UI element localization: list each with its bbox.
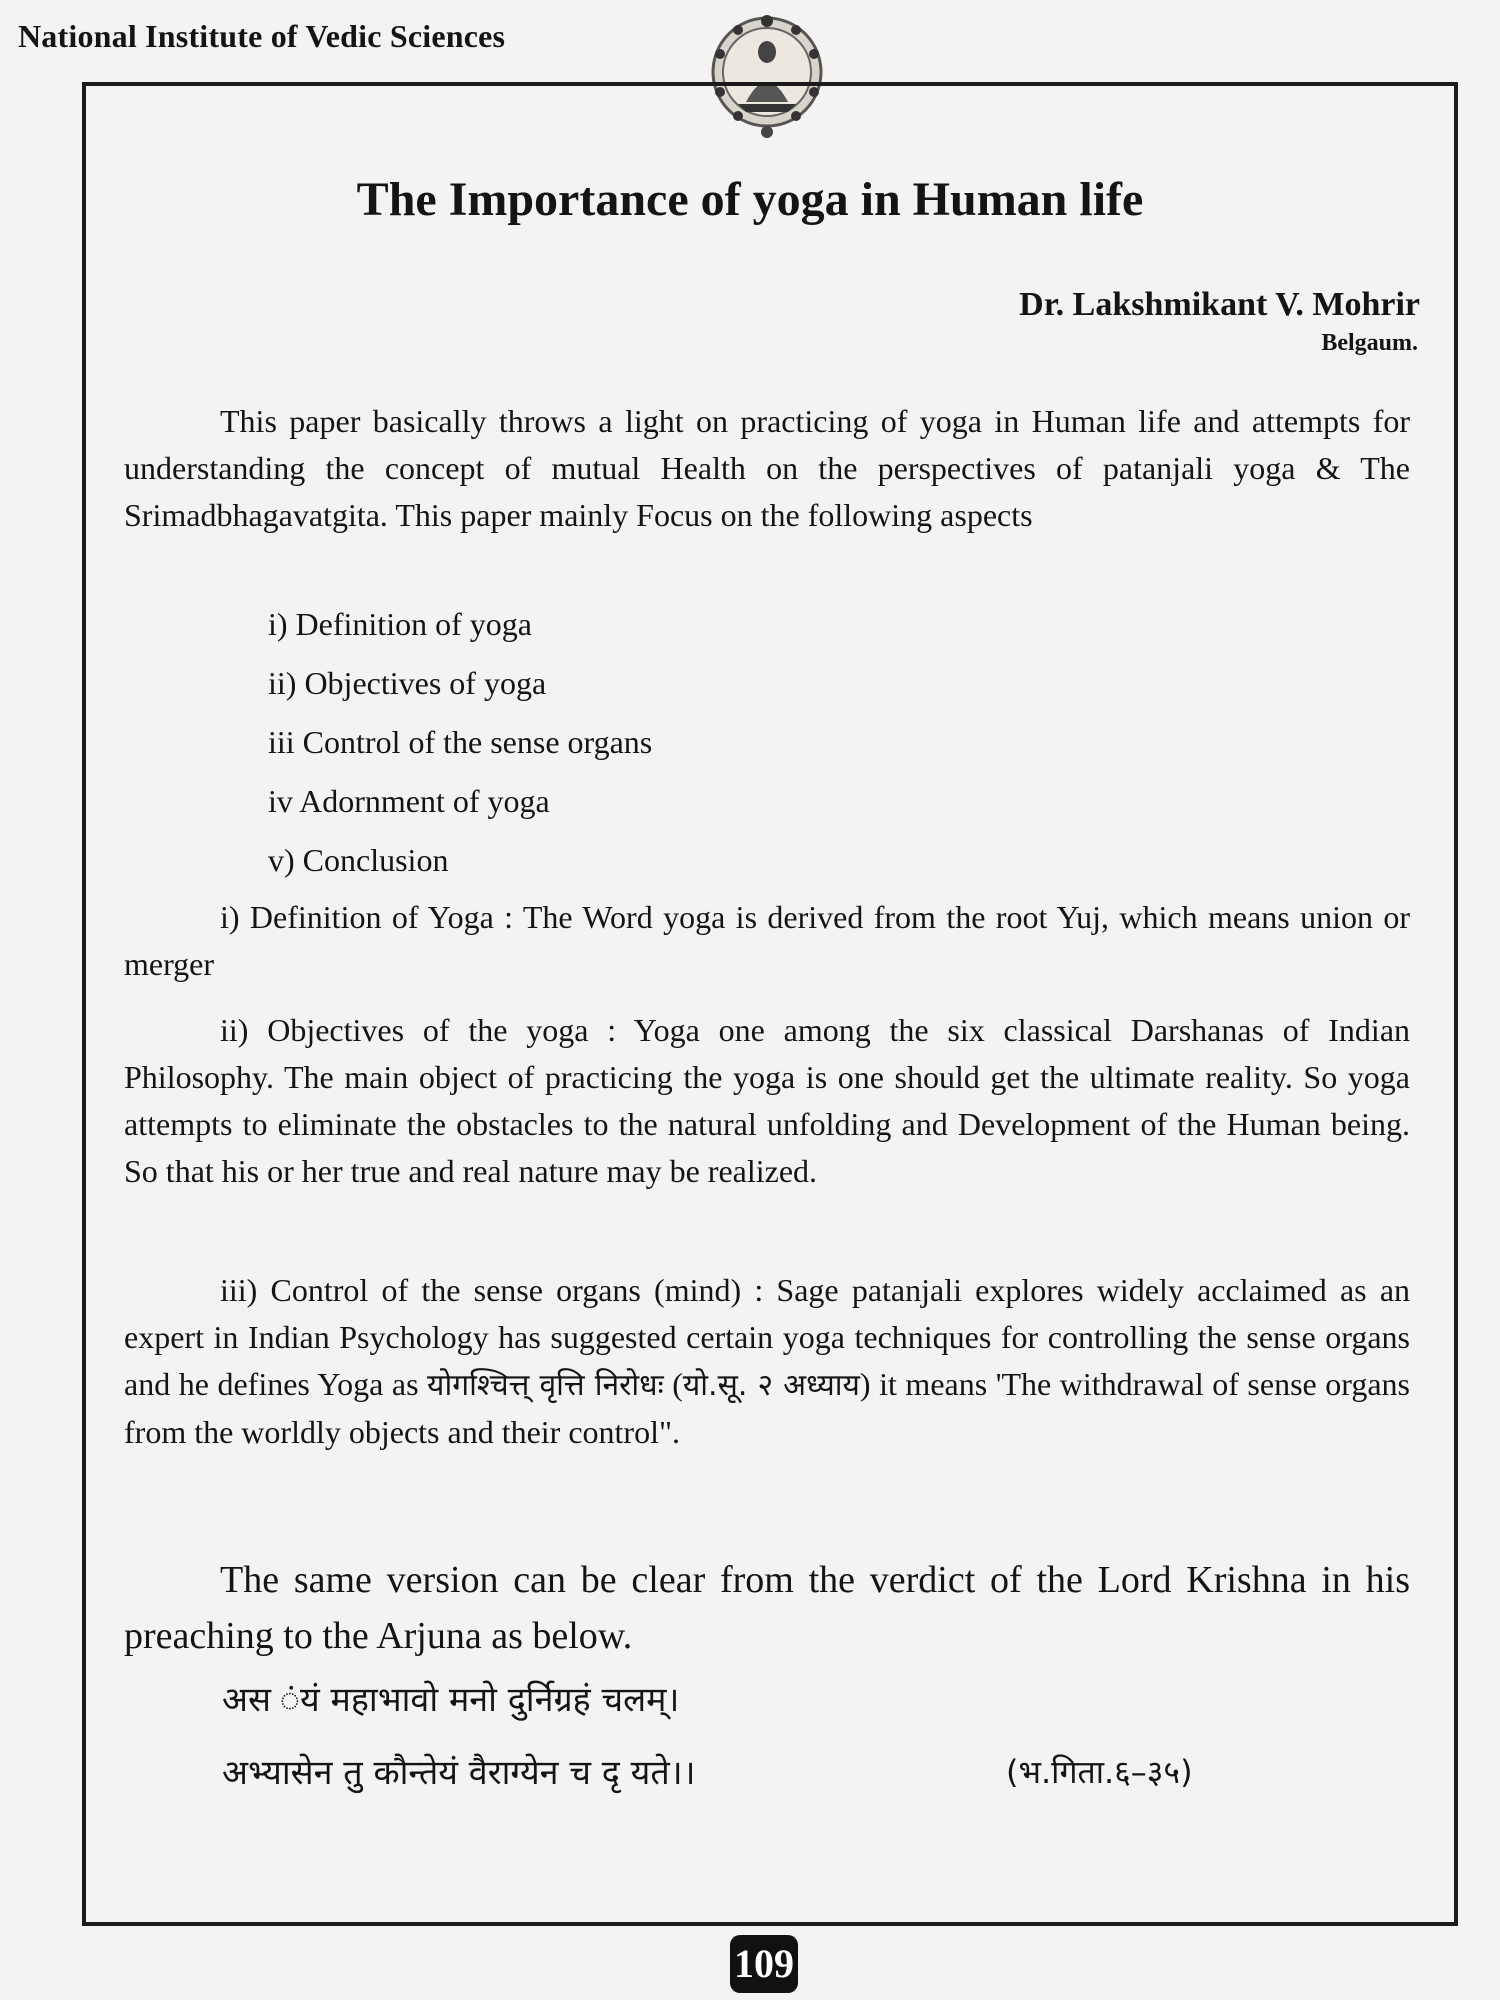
intro-lead: This paper basically throws a light on practicing of yoga in Human life and	[220, 403, 1240, 439]
aspect-list-item: iii Control of the sense organs	[268, 724, 653, 760]
objectives-paragraph	[124, 1007, 1410, 1195]
aspect-list-item: v) Conclusion	[268, 842, 449, 878]
krishna-paragraph	[124, 1552, 1410, 1664]
verse-line: अभ्यासेन तु कौन्तेयं वैराग्येन च दृ यते।।	[222, 1753, 696, 1793]
article-title: The Importance of yoga in Human life	[356, 173, 1144, 226]
aspect-list-item: ii) Objectives of yoga	[268, 665, 547, 701]
intro-rest: attempts for understanding the concept of mutual Health on the perspectives of patanjali yoga & The Srimadbhagavatgita. This paper mainly Focus on the following aspects	[124, 403, 1410, 533]
control-paragraph	[124, 1267, 1410, 1456]
sanskrit-definition: योगश्चित्त् वृत्ति निरोधः	[427, 1368, 664, 1403]
aspect-list-item: i) Definition of yoga	[268, 606, 532, 642]
control-lead: iii) Control of the sense organs (mind) : Sage patanjali explores widely	[220, 1272, 1184, 1308]
citation-open: (	[672, 1366, 683, 1402]
definition-paragraph	[124, 894, 1410, 988]
author-name: Dr. Lakshmikant V. Mohrir	[1019, 286, 1420, 323]
definition-rest: means union or merger	[124, 899, 1411, 982]
aspect-list-item: iv Adornment of yoga	[268, 783, 550, 819]
objectives-rest: Indian Philosophy. The main object of practicing the yoga is one should get the ultimate reality. So yoga attempts to eliminate the obstacles to the natural unfolding and Development of the Human being. So that his or her true and real nature may be realized.	[124, 1012, 1411, 1189]
verse-reference: (भ.गिता.६–३५)	[1006, 1753, 1193, 1791]
krishna-lead: The same version can be clear from the verdict of the Lord	[220, 1559, 1172, 1601]
page-number: 109	[730, 1935, 798, 1993]
krishna-rest: Krishna in his preaching to the Arjuna as below.	[124, 1559, 1411, 1657]
control-rest-a: acclaimed as an expert in Indian Psychology has suggested certain yoga techniques for controlling the sense organs and he defines Yoga as	[124, 1272, 1411, 1402]
control-rest-b: ) it means 'The withdrawal of sense organs from the worldly objects and their control".	[124, 1366, 1410, 1450]
objectives-lead: ii) Objectives of the yoga : Yoga one among the six classical Darshanas of	[220, 1012, 1310, 1048]
verse-line: अस ंयं महाभावो मनो दुर्निग्रहं चलम्।	[222, 1680, 680, 1720]
intro-paragraph	[124, 398, 1410, 539]
institute-header: National Institute of Vedic Sciences	[18, 18, 506, 54]
definition-lead: i) Definition of Yoga : The Word yoga is derived from the root Yuj, which	[220, 899, 1198, 935]
author-affiliation: Belgaum.	[1321, 330, 1418, 356]
sanskrit-citation: यो.सू. २ अध्याय	[682, 1368, 860, 1403]
